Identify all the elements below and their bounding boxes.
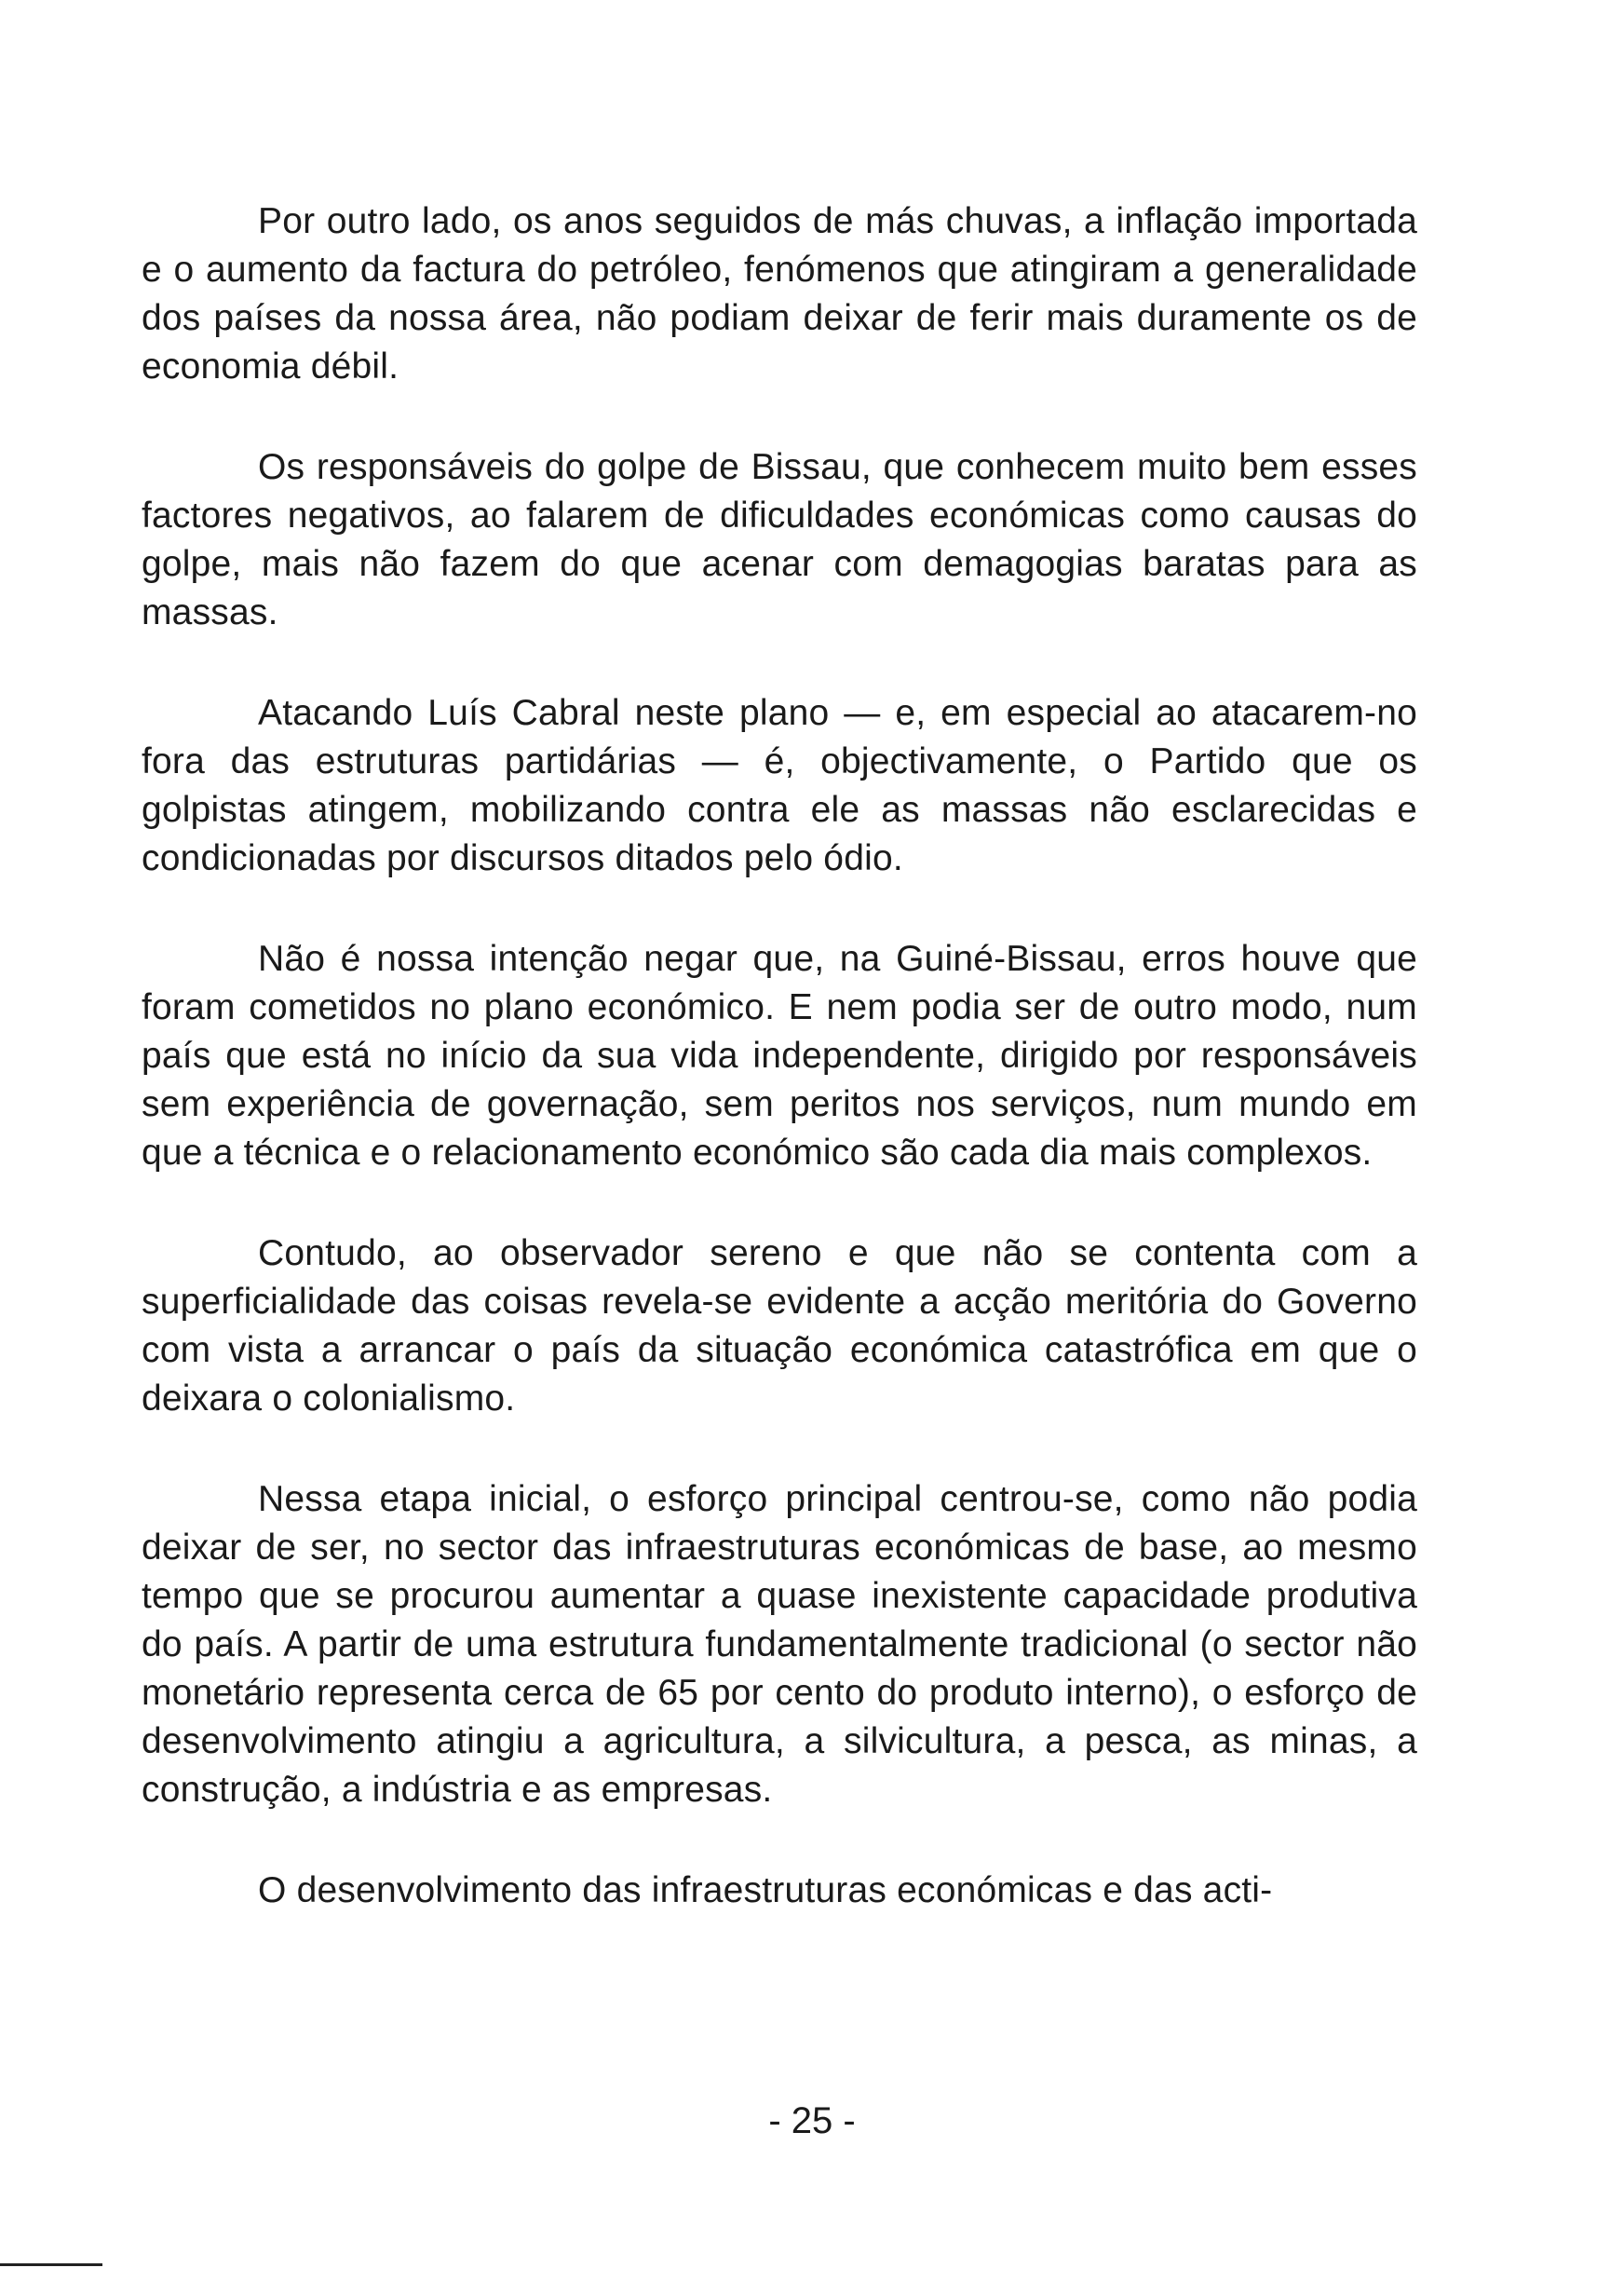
paragraph-4: Não é nossa intenção negar que, na Guiné-Bissau, erros houve que foram cometidos no plano económico. E nem podia ser de outro modo, num país que está no início da sua vida independente, dirigido por responsáveis sem experiência de governação, sem peritos nos serviços, num mundo em que a técnica e o relacionamento económico são cada dia mais complexos. (142, 939, 1417, 1173)
paragraph-6: Nessa etapa inicial, o esforço principal centrou-se, como não podia deixar de ser, no sector das infraestruturas económicas de base, ao mesmo tempo que se procurou aumentar a quase inexistente capacidade produtiva do país. A partir de uma estrutura fundamentalmente tradicional (o sector não monetário representa cerca de 65 por cento do produto interno), o esforço de desenvolvimento atingiu a agricultura, a silvicultura, a pesca, as minas, a construção, a indústria e as empresas. (142, 1479, 1417, 1810)
paragraph-2: Os responsáveis do golpe de Bissau, que conhecem muito bem esses factores negativos, ao falarem de dificuldades económicas como causas do golpe, mais não fazem do que acenar com demagogias baratas para as massas. (142, 447, 1417, 632)
page-number: - 25 - (768, 2100, 856, 2141)
paragraph-3: Atacando Luís Cabral neste plano — e, em especial ao atacarem-no fora das estruturas partidárias — é, objectivamente, o Partido que os golpistas atingem, mobilizando contra ele as massas não esclarecidas e condicionadas por discursos ditados pelo ódio. (142, 693, 1417, 878)
paragraph-1: Por outro lado, os anos seguidos de más chuvas, a inflação importada e o aumento da factura do petróleo, fenómenos que atingiram a generalidade dos países da nossa área, não podiam deixar de ferir mais duramente os de economia débil. (142, 201, 1417, 387)
paragraph-7: O desenvolvimento das infraestruturas económicas e das acti- (258, 1870, 1273, 1910)
paragraph-5: Contudo, ao observador sereno e que não se contenta com a superficialidade das coisas revela-se evidente a acção meritória do Governo com vista a arrancar o país da situação económica catastrófica em que o deixara o colonialismo. (142, 1233, 1417, 1419)
body-text (142, 197, 1417, 1915)
bottom-rule-divider (0, 2263, 102, 2266)
